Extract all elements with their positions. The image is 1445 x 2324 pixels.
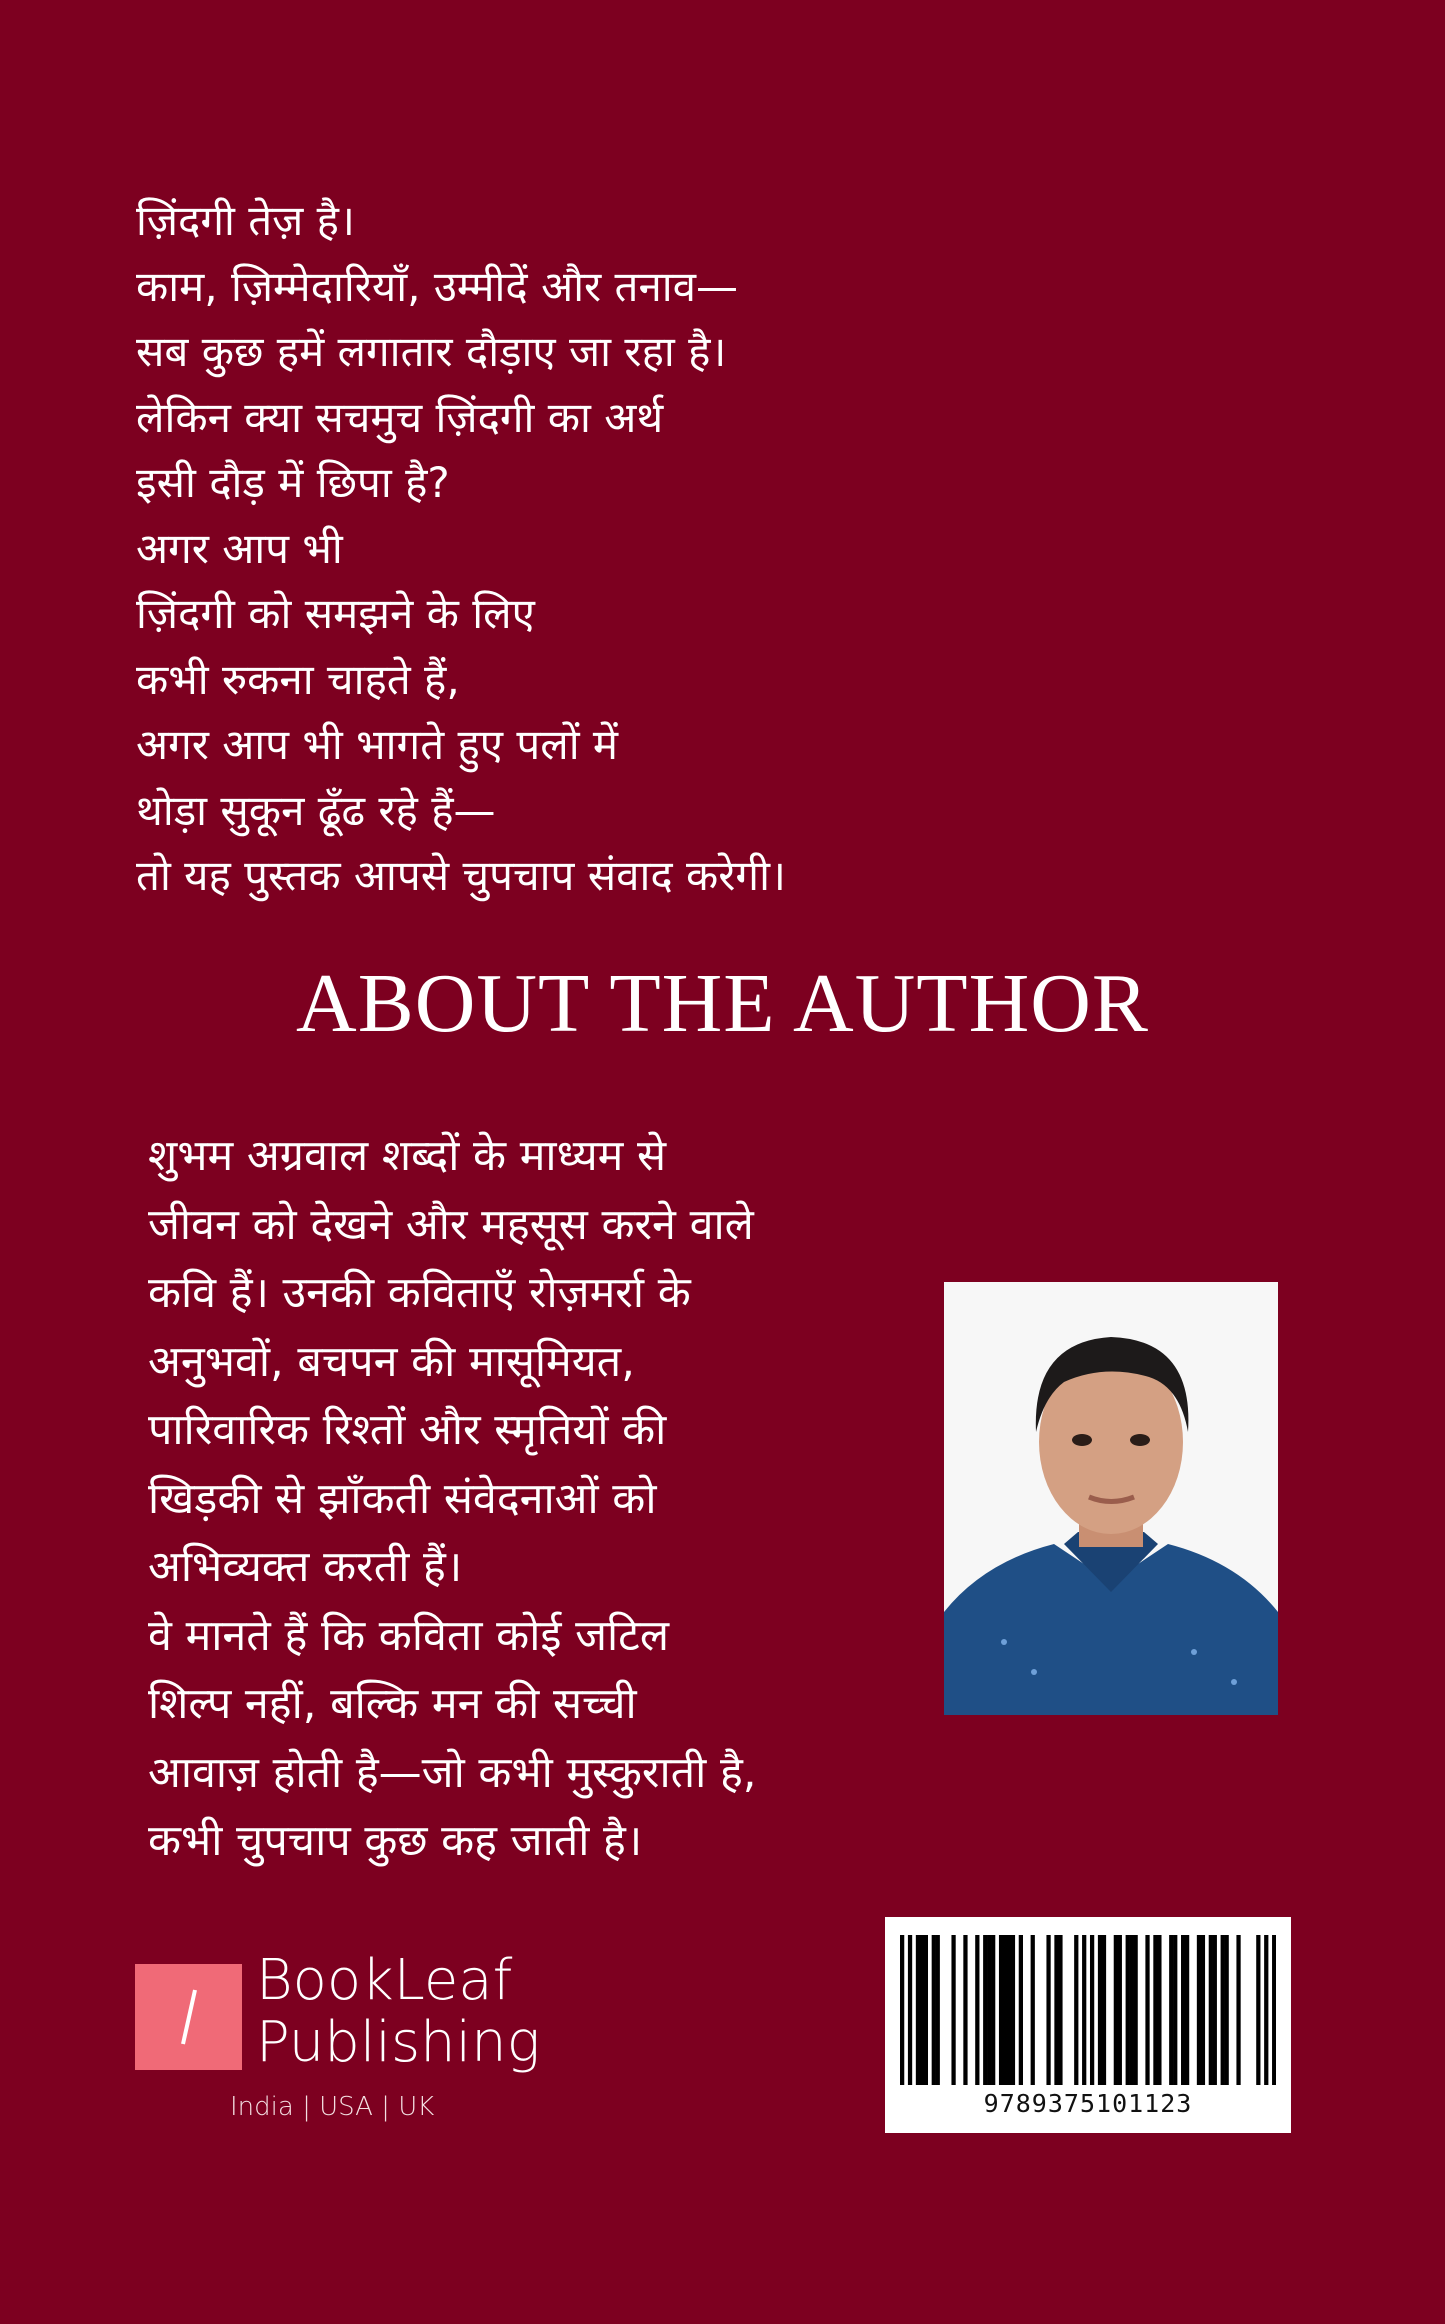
blurb-line: लेकिन क्या सचमुच ज़िंदगी का अर्थ [136, 392, 664, 442]
barcode-bar [1118, 1935, 1122, 2085]
barcode-bar [1157, 1935, 1161, 2085]
barcode-bar [1256, 1935, 1260, 2085]
bio-line: कभी चुपचाप कुछ कह जाती है। [148, 1816, 643, 1866]
publisher-name [256, 1950, 540, 2074]
barcode-bar [1114, 1935, 1118, 2085]
barcode-bar [900, 1935, 904, 2085]
blurb-line: ज़िंदगी को समझने के लिए [136, 589, 535, 638]
blurb-line: तो यह पुस्तक आपसे चुपचाप संवाद करेगी। [136, 851, 786, 900]
barcode-bar [1007, 1935, 1011, 2085]
author-photo [944, 1282, 1278, 1715]
barcode-bar [1090, 1935, 1094, 2085]
about-author-heading: ABOUT THE AUTHOR [296, 957, 1149, 1050]
barcode-bar [1169, 1935, 1173, 2085]
barcode-bar [1082, 1935, 1086, 2085]
blurb-line: काम, ज़िम्मेदारियाँ, उम्मीदें और तनाव— [136, 261, 739, 311]
back-cover-blurb [136, 188, 786, 909]
barcode-bar [987, 1935, 991, 2085]
bio-line: कवि हैं। उनकी कविताएँ रोज़मर्रा के [148, 1268, 691, 1318]
barcode-bar [1126, 1935, 1130, 2085]
barcode-bar [932, 1935, 936, 2085]
barcode-bar [916, 1935, 920, 2085]
barcode-bar [908, 1935, 912, 2085]
barcode-bar [936, 1935, 940, 2085]
barcode-bar [1102, 1935, 1106, 2085]
barcode-bar [1074, 1935, 1078, 2085]
bio-line: शुभम अग्रवाल शब्दों के माध्यम से [148, 1131, 667, 1181]
bio-line: खिड़की से झाँकती संवेदनाओं को [148, 1473, 657, 1524]
barcode-bar [1031, 1935, 1035, 2085]
blurb-line: अगर आप भी [136, 523, 343, 573]
barcode-bar [1236, 1935, 1240, 2085]
barcode-bar [1130, 1935, 1134, 2085]
barcode-bar [924, 1935, 928, 2085]
barcode-bar [975, 1935, 979, 2085]
isbn-barcode [885, 1917, 1291, 2133]
barcode-bar [991, 1935, 995, 2085]
isbn-number: 9789375101123 [983, 2089, 1193, 2118]
barcode-bar [1213, 1935, 1217, 2085]
bio-line: पारिवारिक रिश्तों और स्मृतियों की [148, 1405, 667, 1455]
barcode-bars [900, 1935, 1276, 2085]
barcode-bar [920, 1935, 924, 2085]
blurb-line: अगर आप भी भागते हुए पलों में [136, 720, 619, 769]
author-bio [148, 1122, 756, 1876]
barcode-bar [1272, 1935, 1276, 2085]
barcode-bar [1054, 1935, 1058, 2085]
barcode-bar [1046, 1935, 1050, 2085]
bio-line: अभिव्यक्त करती हैं। [148, 1542, 463, 1592]
barcode-bar [1145, 1935, 1149, 2085]
bio-line: जीवन को देखने और महसूस करने वाले [148, 1199, 754, 1250]
barcode-bar [951, 1935, 955, 2085]
bio-line: अनुभवों, बचपन की मासूमियत, [148, 1336, 635, 1387]
blurb-line: ज़िंदगी तेज़ है। [136, 196, 355, 245]
barcode-bar [1011, 1935, 1015, 2085]
barcode-bar [963, 1935, 967, 2085]
publisher-regions: India | USA | UK [230, 2092, 435, 2122]
barcode-bar [1134, 1935, 1138, 2085]
barcode-bar [1225, 1935, 1229, 2085]
publisher-name-line2: Publishing [256, 2010, 541, 2075]
barcode-bar [1019, 1935, 1023, 2085]
barcode-bar [1153, 1935, 1157, 2085]
publisher-logo-mark [135, 1964, 242, 2070]
barcode-bar [1185, 1935, 1189, 2085]
barcode-bar [1058, 1935, 1062, 2085]
publisher-name-line1: BookLeaf [256, 1948, 513, 2013]
barcode-bar [1173, 1935, 1177, 2085]
barcode-bar [1201, 1935, 1205, 2085]
blurb-line: कभी रुकना चाहते हैं, [136, 654, 460, 704]
barcode-bar [1221, 1935, 1225, 2085]
barcode-bar [999, 1935, 1003, 2085]
blurb-line: सब कुछ हमें लगातार दौड़ाए जा रहा है। [136, 327, 727, 376]
barcode-bar [1209, 1935, 1213, 2085]
barcode-bar [1264, 1935, 1268, 2085]
blurb-line: थोड़ा सुकून ढूँढ रहे हैं— [136, 785, 496, 835]
barcode-bar [1098, 1935, 1102, 2085]
slash-icon [135, 1964, 242, 2070]
bio-line: वे मानते हैं कि कविता कोई जटिल [148, 1610, 669, 1661]
barcode-bar [983, 1935, 987, 2085]
barcode-bar [1003, 1935, 1007, 2085]
blurb-line: इसी दौड़ में छिपा है? [136, 458, 450, 507]
bio-line: आवाज़ होती है—जो कभी मुस्कुराती है, [148, 1747, 757, 1798]
bio-line: शिल्प नहीं, बल्कि मन की सच्ची [148, 1679, 637, 1729]
barcode-bar [1197, 1935, 1201, 2085]
barcode-bar [1181, 1935, 1185, 2085]
